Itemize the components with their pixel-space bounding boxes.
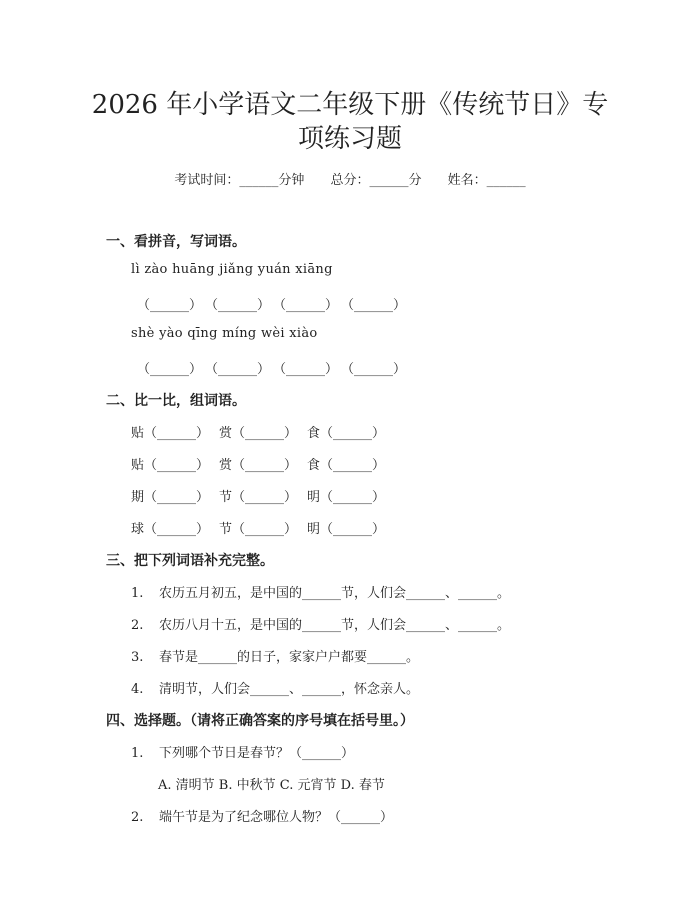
choice-options-1: A. 清明节 B. 中秋节 C. 元宵节 D. 春节 <box>158 778 385 793</box>
fill-item-1: 1. 农历五月初五，是中国的______节，人们会______、______。 <box>131 586 511 601</box>
choice-question-1: 1. 下列哪个节日是春节？（______） <box>131 746 355 761</box>
word-group-row-4: 球（______） 节（______） 明（______） <box>131 522 386 537</box>
fill-item-3: 3. 春节是______的日子，家家户户都要______。 <box>131 650 420 665</box>
word-group-row-3: 期（______） 节（______） 明（______） <box>131 490 386 505</box>
answer-blank: （______） <box>137 298 203 313</box>
answer-blank: （______） <box>137 362 203 377</box>
section1-heading: 一、看拼音，写词语。 <box>106 234 246 250</box>
exam-time-field: 考试时间：______分钟 <box>174 173 305 188</box>
word-group-row-2: 贴（______） 赏（______） 食（______） <box>131 458 386 473</box>
word-group-row-1: 贴（______） 赏（______） 食（______） <box>131 426 386 441</box>
answer-blank: （______） <box>205 298 271 313</box>
section3-heading: 三、把下列词语补充完整。 <box>106 553 274 569</box>
fill-item-2: 2. 农历八月十五，是中国的______节，人们会______、______。 <box>131 618 511 633</box>
exam-meta <box>0 169 700 188</box>
worksheet-title-line2: 项练习题 <box>297 124 402 154</box>
answer-blank: （______） <box>273 362 339 377</box>
answer-blank: （______） <box>205 362 271 377</box>
pinyin-row-2: shè yào qīng míng wèi xiào <box>131 326 318 341</box>
section2-heading: 二、比一比，组词语。 <box>106 393 246 409</box>
total-score-field: 总分：______分 <box>330 173 422 188</box>
blank-row-1 <box>137 294 409 313</box>
worksheet-title-line1: 2026 年小学语文二年级下册《传统节日》专 <box>91 90 609 120</box>
choice-question-2: 2. 端午节是为了纪念哪位人物？（______） <box>131 810 394 825</box>
blank-row-2 <box>137 358 409 377</box>
answer-blank: （______） <box>341 362 407 377</box>
pinyin-row-1: lì zào huāng jiǎng yuán xiāng <box>131 262 333 277</box>
section4-heading: 四、选择题。（请将正确答案的序号填在括号里。） <box>106 713 414 729</box>
fill-item-4: 4. 清明节，人们会______、______，怀念亲人。 <box>131 682 420 697</box>
student-name-field: 姓名：______ <box>447 173 526 188</box>
answer-blank: （______） <box>341 298 407 313</box>
answer-blank: （______） <box>273 298 339 313</box>
